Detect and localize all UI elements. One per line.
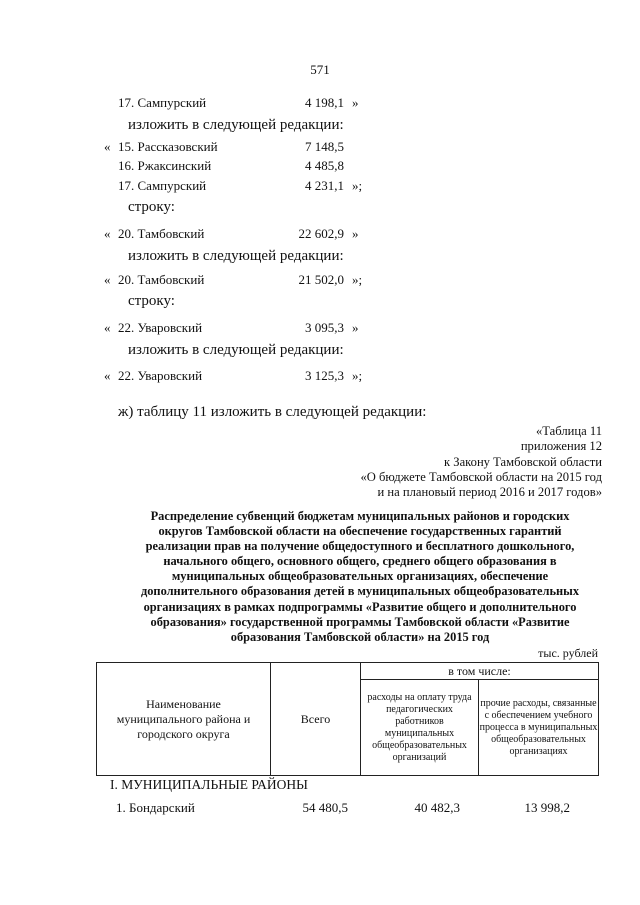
instruction-text: строку: [128,199,175,215]
row-prefix: « [104,368,111,383]
document-title [110,509,610,645]
item-zh-text: ж) таблицу 11 изложить в следующей редакции: [118,404,427,420]
district-name: 20. Тамбовский [118,272,205,287]
row-suffix: » [352,226,359,241]
table-row-total: 54 480,5 [302,800,348,815]
row-suffix: »; [352,272,363,287]
title-line: образования» государственной программы Тамбовской области «Развитие [150,614,570,629]
row-prefix: « [104,226,111,241]
approval-line: и на плановый период 2016 и 2017 годов» [377,485,602,500]
subvention-table [96,662,599,776]
header-teachers: расходы на оплату труда педагогических работников муниципальных общеобразовательных организаций [361,680,479,776]
approval-block [360,424,602,500]
row-suffix: »; [352,368,363,383]
title-line: организациях в рамках подпрограммы «Развитие общего и дополнительного [143,599,577,614]
instruction-text: изложить в следующей редакции: [128,117,344,133]
district-name: 17. Сампурский [118,95,207,110]
district-value: 22 602,9 [298,226,344,241]
instruction-text: изложить в следующей редакции: [128,342,344,358]
approval-line: «О бюджете Тамбовской области на 2015 год [360,469,602,484]
section-heading: I. МУНИЦИПАЛЬНЫЕ РАЙОНЫ [110,777,308,792]
table-row-other: 13 998,2 [524,800,570,815]
title-line: начального общего, основного общего, среднего общего образования в [163,554,557,569]
district-value: 4 485,8 [305,158,344,173]
title-line: образования Тамбовской области» на 2015 год [230,629,490,644]
page-number: 571 [310,62,330,77]
district-name: 17. Сампурский [118,178,207,193]
district-value: 4 198,1 [305,95,344,110]
row-prefix: « [104,320,111,335]
title-line: Распределение субвенций бюджетам муниципальных районов и городских [150,509,570,523]
approval-line: «Таблица 11 [536,424,602,438]
header-name: Наименование муниципального района и городского округа [97,663,271,776]
row-prefix: « [104,272,111,287]
district-value: 3 095,3 [305,320,344,335]
header-including: в том числе: [361,663,599,680]
table-row-name: 1. Бондарский [116,800,195,815]
district-name: 20. Тамбовский [118,226,205,241]
row-prefix: « [104,139,111,154]
district-name: 16. Ржаксинский [118,158,212,173]
header-other: прочие расходы, связанные с обеспечением учебного процесса в муниципальных общеобразовательных организациях [479,680,599,776]
units-label: тыс. рублей [538,646,598,660]
row-suffix: »; [352,178,363,193]
district-value: 3 125,3 [305,368,344,383]
title-line: дополнительного образования детей в муниципальных общеобразовательных [140,584,580,599]
table-row-teachers: 40 482,3 [414,800,460,815]
title-line: округов Тамбовской области на обеспечение государственных гарантий [158,524,562,539]
district-name: 22. Уваровский [118,320,203,335]
district-name: 22. Уваровский [118,368,203,383]
approval-line: приложения 12 [520,439,602,454]
row-suffix: » [352,320,359,335]
district-value: 4 231,1 [305,178,344,193]
district-value: 7 148,5 [305,139,344,154]
row-suffix: » [352,95,359,110]
instruction-text: изложить в следующей редакции: [128,248,344,264]
approval-line: к Закону Тамбовской области [444,454,602,469]
header-total: Всего [271,663,361,776]
title-line: реализации прав на получение общедоступного и бесплатного дошкольного, [145,539,575,554]
title-line: муниципальных общеобразовательных организациях, обеспечение [171,569,549,584]
district-name: 15. Рассказовский [118,139,218,154]
instruction-text: строку: [128,293,175,309]
district-value: 21 502,0 [298,272,344,287]
